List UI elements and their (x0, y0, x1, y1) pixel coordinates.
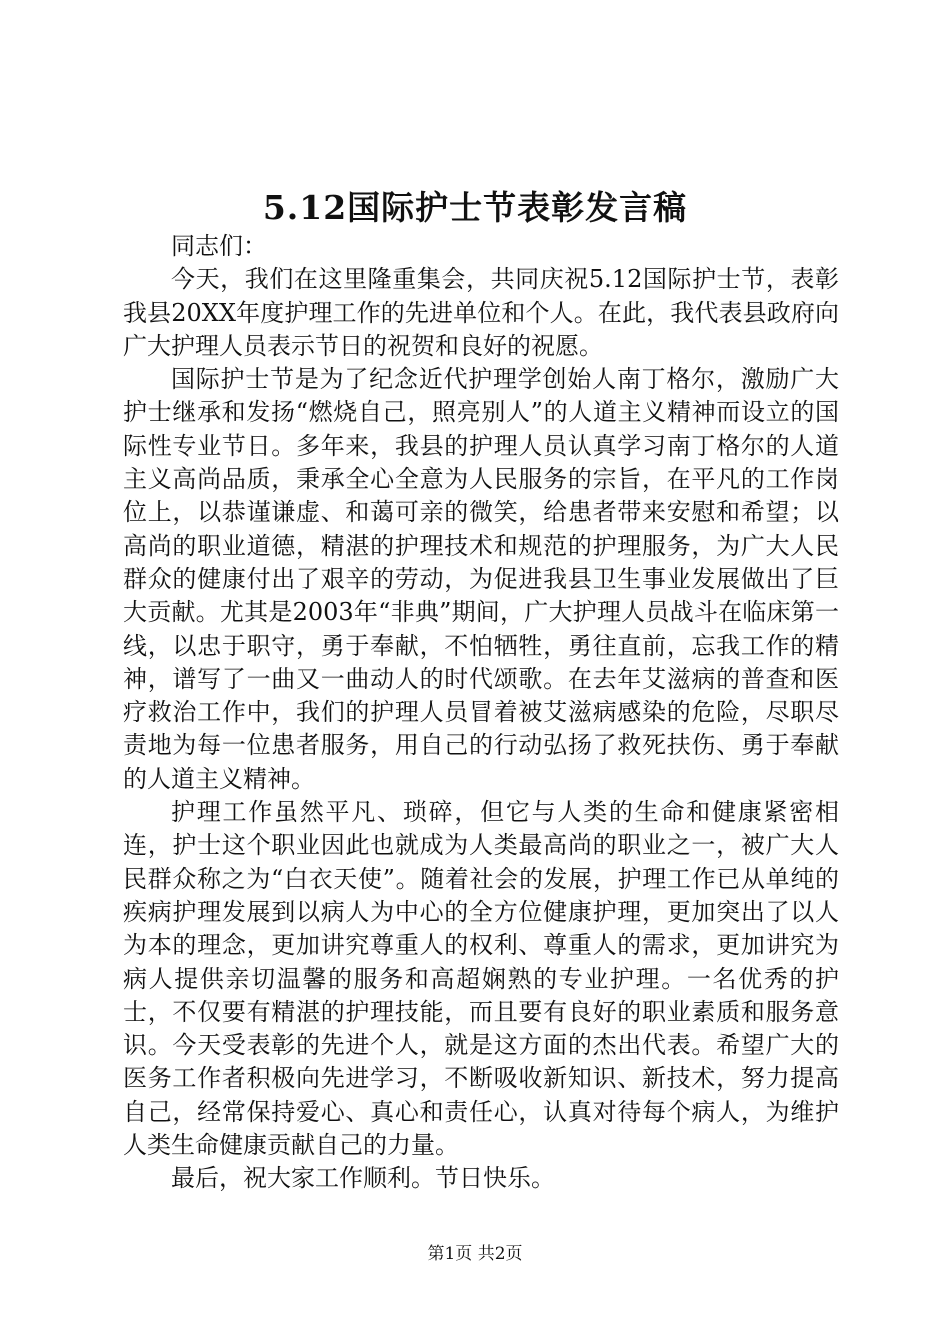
document-title: 5.12国际护士节表彰发言稿 (262, 188, 688, 227)
paragraph-nurses-day: 国际护士节是为了纪念近代护理学创始人南丁格尔，激励广大护士继承和发扬“燃烧自己，照亮别人”的人道主义精神而设立的国际性专业节日。多年来，我县的护理人员认真学习南丁格尔的人道主义高尚品质，秉承全心全意为人民服务的宗旨，在平凡的工作岗位上，以恭谨谦虚、和蔼可亲的微笑，给患者带来安慰和希望；以高尚的职业道德，精湛的护理技术和规范的护理服务，为广大人民群众的健康付出了艰辛的劳动，为促进我县卫生事业发展做出了巨大贡献。尤其是2003年“非典”期间，广大护理人员战斗在临床第一线，以忠于职守，勇于奉献，不怕牺牲，勇往直前，忘我工作的精神，谱写了一曲又一曲动人的时代颂歌。在去年艾滋病的普查和医疗救治工作中，我们的护理人员冒着被艾滋病感染的危险，尽职尽责地为每一位患者服务，用自己的行动弘扬了救死扶伤、勇于奉献的人道主义精神。 (123, 365, 839, 793)
page-number-footer: 第1页 共2页 (427, 1244, 523, 1264)
document-body (123, 230, 839, 1196)
paragraph-opening: 今天，我们在这里隆重集会，共同庆祝5.12国际护士节，表彰我县20XX年度护理工作的先进单位和个人。在此，我代表县政府向广大护理人员表示节日的祝贺和良好的祝愿。 (123, 265, 839, 360)
paragraph-nursing-work: 护理工作虽然平凡、琐碎，但它与人类的生命和健康紧密相连，护士这个职业因此也就成为人类最高尚的职业之一，被广大人民群众称之为“白衣天使”。随着社会的发展，护理工作已从单纯的疾病护理发展到以病人为中心的全方位健康护理，更加突出了以人为本的理念，更加讲究尊重人的权利、尊重人的需求，更加讲究为病人提供亲切温馨的服务和高超娴熟的专业护理。一名优秀的护士，不仅要有精湛的护理技能，而且要有良好的职业素质和服务意识。今天受表彰的先进个人，就是这方面的杰出代表。希望广大的医务工作者积极向先进学习，不断吸收新知识、新技术，努力提高自己，经常保持爱心、真心和责任心，认真对待每个病人，为维护人类生命健康贡献自己的力量。 (123, 798, 839, 1160)
paragraph-closing: 最后，祝大家工作顺利。节日快乐。 (171, 1164, 555, 1193)
salutation: 同志们： (171, 232, 267, 260)
